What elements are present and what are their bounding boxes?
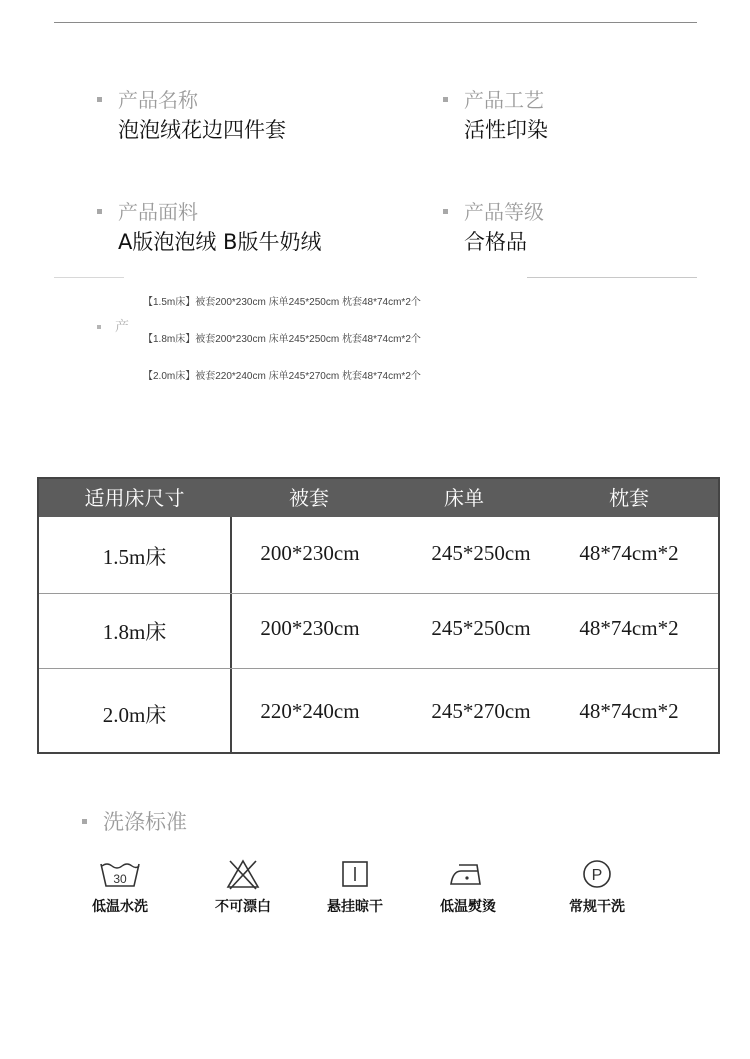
bullet-icon: [97, 325, 101, 329]
section-divider-left: [54, 277, 124, 278]
info-value: A版泡泡绒 B版牛奶绒: [118, 230, 322, 254]
wash-item-hang-dry: [305, 858, 405, 916]
wash-item-dry-clean: [547, 858, 647, 916]
bullet-icon: [443, 97, 448, 102]
spec-line-1-5m: 【1.5m床】被套200*230cm 床单245*250cm 枕套48*74cm*2个: [143, 297, 421, 308]
spec-line-2-0m: 【2.0m床】被套220*240cm 床单245*270cm 枕套48*74cm*2个: [143, 371, 421, 382]
table-row: [39, 517, 718, 593]
cell-bed-size: 1.8m床: [102, 620, 167, 644]
cell-bed-size: 1.5m床: [102, 545, 167, 569]
header-pillowcase: 枕套: [609, 486, 649, 510]
bullet-icon: [443, 209, 448, 214]
bullet-icon: [97, 209, 102, 214]
dry-clean-text: P: [591, 867, 603, 884]
spec-label-fragment: [97, 316, 129, 336]
info-label: 产品面料: [118, 200, 198, 224]
header-bed-sheet: 床单: [444, 486, 484, 510]
header-duvet-cover: 被套: [289, 486, 329, 510]
info-value: 泡泡绒花边四件套: [118, 118, 286, 142]
cell-bed-sheet: 245*250cm: [431, 541, 531, 565]
cell-duvet-cover: 220*240cm: [260, 699, 360, 723]
cell-bed-size: 2.0m床: [102, 703, 167, 727]
spec-fragment-text: 产: [115, 319, 129, 335]
cell-duvet-cover: 200*230cm: [260, 616, 360, 640]
wash-label: 常规干洗: [569, 899, 625, 915]
wash-label: 不可漂白: [215, 899, 271, 915]
no-bleach-icon: [225, 858, 261, 890]
info-value: 合格品: [464, 230, 527, 254]
cell-pillowcase: 48*74cm*2: [579, 541, 679, 565]
low-iron-icon: [447, 858, 489, 890]
bullet-icon: [82, 819, 87, 824]
wash-section-title: [82, 806, 187, 836]
wash-item-no-bleach: [193, 858, 293, 916]
spec-line-1-8m: 【1.8m床】被套200*230cm 床单245*250cm 枕套48*74cm*2个: [143, 334, 421, 345]
cell-bed-sheet: 245*250cm: [431, 616, 531, 640]
size-table: [37, 477, 720, 754]
info-label: 产品名称: [118, 88, 198, 112]
wash-temp-text: 30: [113, 872, 127, 886]
cell-pillowcase: 48*74cm*2: [579, 616, 679, 640]
cell-duvet-cover: 200*230cm: [260, 541, 360, 565]
dry-clean-p-icon: [580, 858, 614, 890]
section-divider-right: [527, 277, 697, 278]
wash-label: 悬挂晾干: [327, 899, 383, 915]
info-label: 产品等级: [464, 200, 544, 224]
table-header: [39, 479, 718, 517]
wash-30-icon: [98, 858, 142, 890]
hang-dry-icon: [339, 858, 371, 890]
wash-item-low-temp-wash: [70, 858, 170, 916]
header-bed-size: 适用床尺寸: [84, 486, 185, 510]
info-label: 产品工艺: [464, 88, 544, 112]
bullet-icon: [97, 97, 102, 102]
wash-item-low-iron: [418, 858, 518, 916]
cell-bed-sheet: 245*270cm: [431, 699, 531, 723]
table-row: [39, 594, 718, 668]
top-divider: [54, 22, 697, 23]
wash-label: 低温熨烫: [440, 899, 496, 915]
wash-title-text: 洗涤标准: [103, 810, 187, 834]
cell-pillowcase: 48*74cm*2: [579, 699, 679, 723]
wash-label: 低温水洗: [92, 899, 148, 915]
info-value: 活性印染: [464, 118, 548, 142]
table-row: [39, 669, 718, 752]
